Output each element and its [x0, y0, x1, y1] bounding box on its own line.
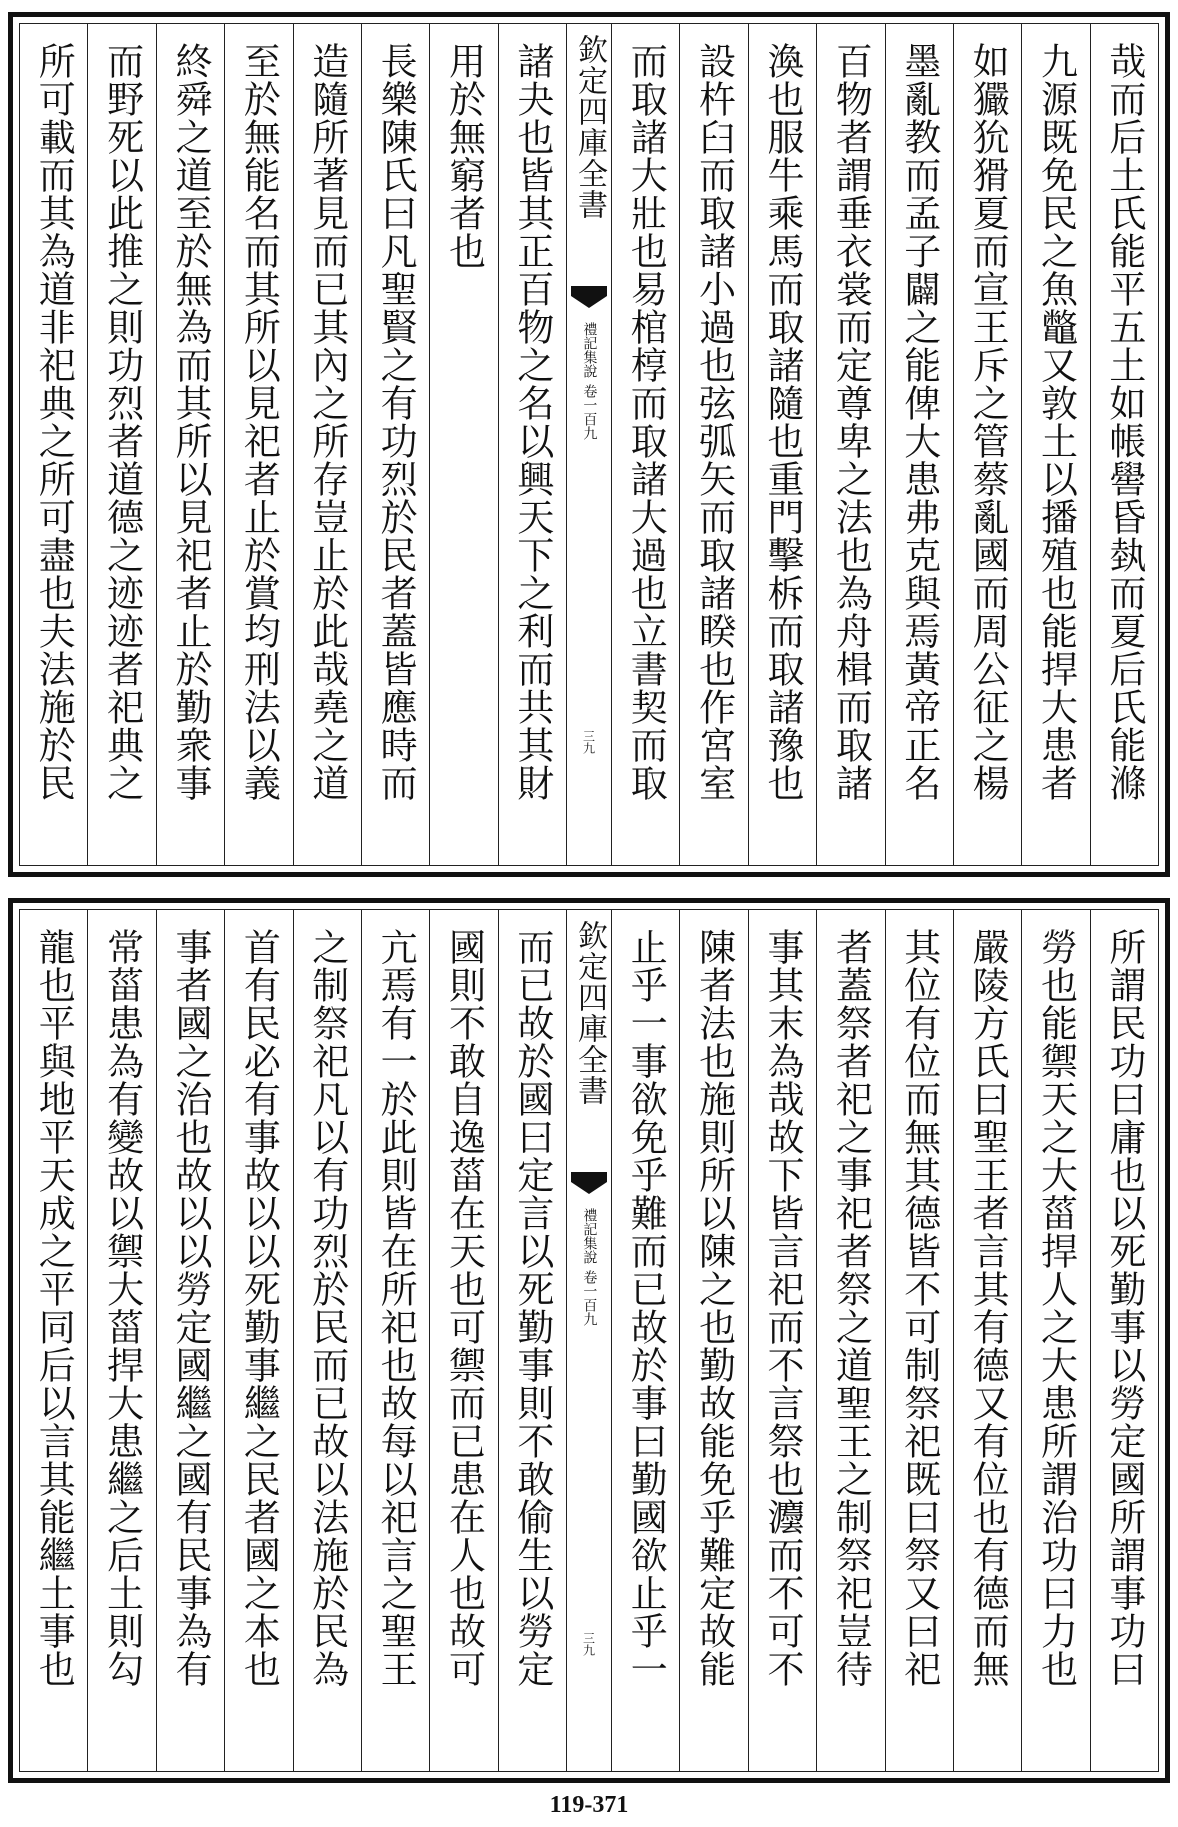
column-text: 用於無窮者也	[442, 42, 486, 270]
text-column	[20, 24, 87, 865]
chapter-label: 禮記集說	[581, 1208, 598, 1264]
bottom-page-frame	[19, 909, 1159, 1772]
bottom-page	[8, 898, 1170, 1783]
column-text: 勞也能禦天之大菑捍人之大患所謂治功曰力也	[1034, 928, 1078, 1688]
text-column	[1021, 24, 1089, 865]
column-text: 終舜之道至於無為而其所以見祀者止於勤衆事	[168, 42, 212, 802]
leaf-number: 三九	[581, 1632, 596, 1656]
column-text: 諸夬也皆其正百物之名以興天下之利而共其財	[510, 42, 554, 802]
volume-label: 卷一百九	[581, 384, 598, 440]
book-title: 欽定四庫全書	[572, 920, 607, 1106]
column-text: 哉而后土氏能平五土如帳嚳昏埶而夏后氏能滌	[1102, 42, 1146, 802]
text-column	[679, 24, 747, 865]
column-text: 陳者法也施則所以陳之也勤故能免乎難定故能	[692, 928, 736, 1688]
column-text: 百物者謂垂衣裳而定尊卑之法也為舟楫而取諸	[829, 42, 873, 802]
column-text: 事其末為哉故下皆言祀而不言祭也灋而不可不	[760, 928, 804, 1688]
column-text: 造隨所著見而已其內之所存豈止於此哉堯之道	[305, 42, 349, 802]
chapter-label: 禮記集說	[581, 322, 598, 378]
book-title: 欽定四庫全書	[572, 34, 607, 220]
column-text: 亢焉有一於此則皆在所祀也故每以祀言之聖王	[374, 928, 418, 1688]
text-column	[953, 910, 1021, 1771]
fish-tail-ornament	[571, 1172, 607, 1200]
text-column	[1090, 24, 1158, 865]
column-text: 而已故於國曰定言以死勤事則不敢偷生以勞定	[510, 928, 554, 1688]
column-text: 墨亂教而孟子闢之能俾大患弗克與焉黃帝正名	[897, 42, 941, 802]
text-column	[1090, 910, 1158, 1771]
top-text-columns	[20, 24, 1158, 865]
text-column	[885, 24, 953, 865]
text-column	[361, 24, 429, 865]
column-text: 而野死以此推之則功烈者道德之迹迹者祀典之	[100, 42, 144, 802]
fish-tail-ornament	[571, 286, 607, 314]
text-column	[611, 24, 679, 865]
column-text: 設杵臼而取諸小過也弦弧矢而取諸睽也作宮室	[692, 42, 736, 802]
text-column	[224, 24, 292, 865]
text-column	[224, 910, 292, 1771]
column-text: 九源既免民之魚鼈又敦土以播殖也能捍大患者	[1034, 42, 1078, 802]
column-text: 長樂陳氏曰凡聖賢之有功烈於民者蓋皆應時而	[374, 42, 418, 802]
text-column	[156, 24, 224, 865]
text-column	[679, 910, 747, 1771]
text-column	[1021, 910, 1089, 1771]
text-column	[87, 24, 155, 865]
column-text: 首有民必有事故以以死勤事繼之民者國之本也	[237, 928, 281, 1688]
column-text: 國則不敢自逸菑在天也可禦而已患在人也故可	[442, 928, 486, 1688]
column-text: 所可載而其為道非祀典之所可盡也夫法施於民	[32, 42, 76, 802]
leaf-number: 三九	[581, 730, 596, 754]
text-column	[748, 910, 816, 1771]
text-column	[816, 910, 884, 1771]
column-text: 者蓋祭者祀之事祀者祭之道聖王之制祭祀豈待	[829, 928, 873, 1688]
page-footer-number: 119-371	[549, 1792, 629, 1818]
text-column	[885, 910, 953, 1771]
text-column	[611, 910, 679, 1771]
column-text: 事者國之治也故以以勞定國繼之國有民事為有	[168, 928, 212, 1688]
volume-label: 卷一百九	[581, 1270, 598, 1326]
text-column	[748, 24, 816, 865]
text-column	[361, 910, 429, 1771]
column-text: 常菑患為有變故以禦大菑捍大患繼之后土則勾	[100, 928, 144, 1688]
column-text: 而取諸大壯也易棺椁而取諸大過也立書契而取	[624, 42, 668, 802]
column-text: 如玁狁猾夏而宣王斥之管蔡亂國而周公征之楊	[966, 42, 1010, 802]
column-text: 所謂民功曰庸也以死勤事以勞定國所謂事功曰	[1102, 928, 1146, 1688]
column-text: 止乎一事欲免乎難而已故於事曰勤國欲止乎一	[624, 928, 668, 1688]
column-text: 嚴陵方氏曰聖王者言其有德又有位也有德而無	[966, 928, 1010, 1688]
text-column	[953, 24, 1021, 865]
bottom-text-columns	[20, 910, 1158, 1771]
column-text: 渙也服牛乘馬而取諸隨也重門擊柝而取諸豫也	[760, 42, 804, 802]
text-column	[20, 910, 87, 1771]
center-fold	[566, 910, 611, 1771]
text-column	[87, 910, 155, 1771]
text-column	[498, 24, 566, 865]
text-column	[429, 910, 497, 1771]
center-fold	[566, 24, 611, 865]
column-text: 龍也平與地平天成之平同后以言其能繼土事也	[32, 928, 76, 1688]
text-column	[429, 24, 497, 865]
text-column	[293, 24, 361, 865]
top-page	[8, 12, 1170, 877]
column-text: 之制祭祀凡以有功烈於民而已故以法施於民為	[305, 928, 349, 1688]
column-text: 至於無能名而其所以見祀者止於賞均刑法以義	[237, 42, 281, 802]
text-column	[293, 910, 361, 1771]
text-column	[816, 24, 884, 865]
text-column	[156, 910, 224, 1771]
text-column	[498, 910, 566, 1771]
column-text: 其位有位而無其德皆不可制祭祀既曰祭又曰祀	[897, 928, 941, 1688]
top-page-frame	[19, 23, 1159, 866]
